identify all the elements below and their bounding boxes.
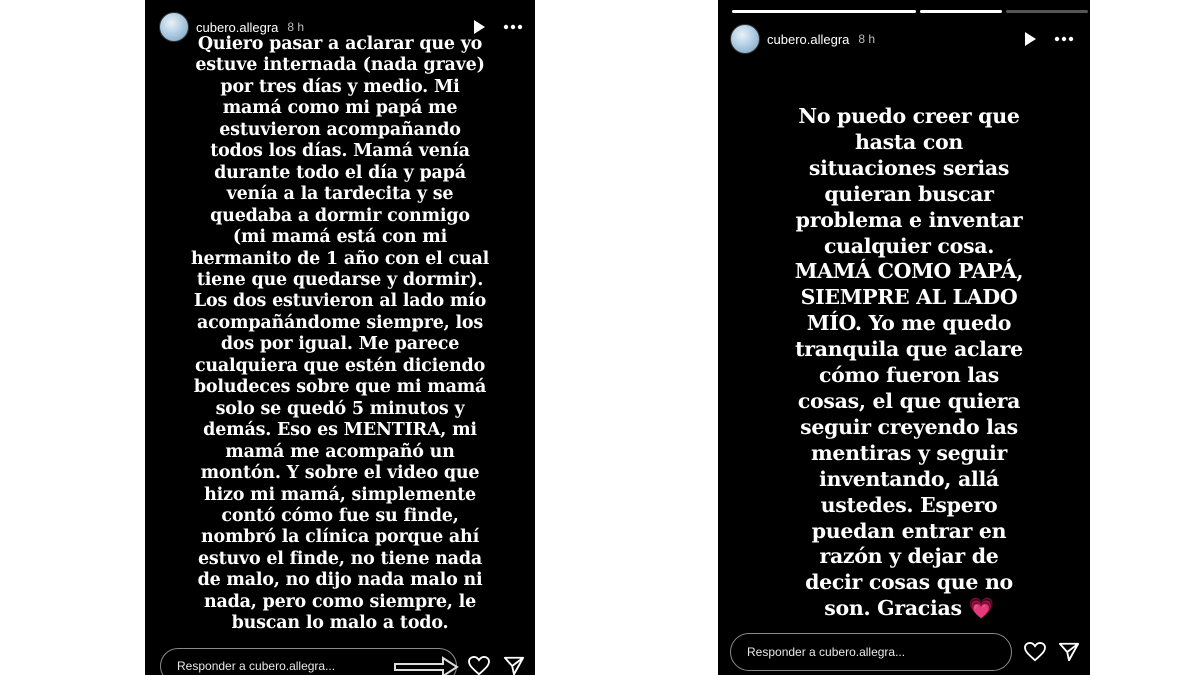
reply-input[interactable]: [160, 648, 457, 675]
reply-placeholder: Responder a cubero.allegra...: [177, 659, 336, 673]
reply-input[interactable]: [730, 633, 1012, 671]
story-text: Quiero pasar a aclarar que yo estuve internada (nada grave) por tres días y medio. Mi mamá como mi papá me estuvieron acompañando todos los días. Mamá venía durante todo el día y papá venía a la tardecita y se quedaba a dormir conmigo (mi mamá está con mi hermanito de 1 año con el cual tiene que quedarse y dormir). Los dos estuvieron al lado mío acompañándome siempre, los dos por igual. Me parece cualquiera que estén diciendo boludeces sobre que mi mamá solo se quedó 5 minutos y demás. Eso es MENTIRA, mi mamá me acompañó un montón. Y sobre el video que hizo mi mamá, simplemente contó cómo fue su finde, nombró la clínica porque ahí estuvo el finde, no tiene nada de malo, no dijo nada malo ni nada, pero como siempre, le buscan lo malo a todo.: [190, 34, 490, 634]
story-panel-right: [718, 0, 1090, 675]
story-footer: [730, 633, 1082, 671]
story-progress: [732, 10, 1088, 13]
progress-segment: [1006, 10, 1088, 13]
story-panel-left: [145, 0, 535, 675]
progress-segment: [732, 10, 916, 13]
post-time: 8 h: [858, 32, 876, 46]
story-footer: [160, 648, 527, 675]
username[interactable]: cubero.allegra: [767, 31, 850, 47]
username[interactable]: cubero.allegra: [196, 19, 279, 35]
heart-icon[interactable]: [1022, 639, 1048, 665]
play-icon[interactable]: [1018, 27, 1042, 51]
post-time: 8 h: [287, 20, 305, 34]
reply-placeholder: Responder a cubero.allegra...: [747, 645, 906, 659]
send-icon[interactable]: [1056, 639, 1082, 665]
story-header: [730, 22, 1076, 56]
avatar[interactable]: [730, 24, 760, 54]
progress-segment: [920, 10, 1002, 13]
more-options-icon[interactable]: [1052, 27, 1076, 51]
story-text: No puedo creer que hasta con situaciones serias quieran buscar problema e inventar cualquier cosa. MAMÁ COMO PAPÁ, SIEMPRE AL LADO MÍO. Yo me quedo tranquila que aclare cómo fueron las cosas, el que quiera seguir creyendo las mentiras y seguir inventando, allá ustedes. Espero puedan entrar en razón y dejar de decir cosas que no son. Gracias 💗: [794, 104, 1024, 621]
heart-icon[interactable]: [467, 653, 493, 675]
send-icon[interactable]: [501, 653, 527, 675]
arrow-annotation-icon: [393, 655, 459, 675]
